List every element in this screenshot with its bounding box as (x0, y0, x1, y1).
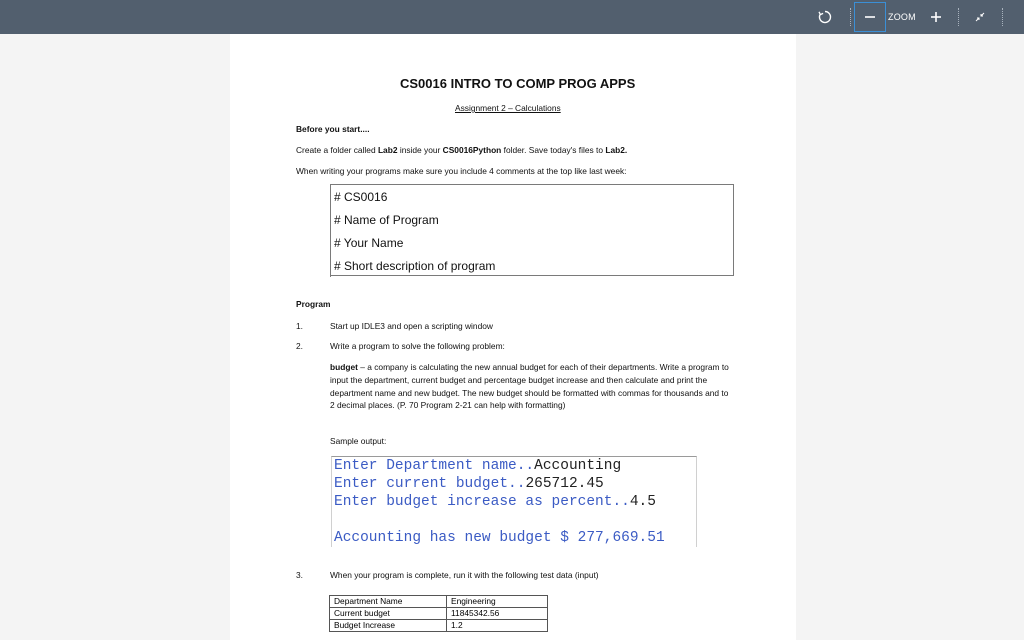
step-number: 3. (296, 570, 303, 580)
budget-description: – a company is calculating the new annual budget for each of their departments. Write a program to input the department, current budget and percentage budget increase and then calculate and print the department name and new budget. The new budget should be formatted with commas for thousands and to 2 decimal places. (P. 70 Program 2-21 can help with formatting) (330, 362, 729, 411)
left-gutter (0, 34, 230, 640)
plus-icon (930, 11, 942, 23)
table-row (330, 620, 548, 632)
zoom-out-button[interactable] (854, 2, 886, 32)
comment-line: # CS0016 (334, 190, 388, 204)
page-title: CS0016 INTRO TO COMP PROG APPS (400, 76, 636, 91)
writing-instructions: When writing your programs make sure you include 4 comments at the top like last week: (296, 166, 627, 176)
collapse-button[interactable] (968, 2, 992, 32)
step-text: When your program is complete, run it with the following test data (input) (330, 570, 599, 580)
refresh-button[interactable] (812, 2, 838, 32)
page-subtitle: Assignment 2 – Calculations (455, 103, 561, 113)
sample-result: Accounting has new budget $ 277,669.51 (334, 530, 665, 546)
comment-line: # Your Name (334, 236, 404, 250)
step-number: 2. (296, 341, 303, 351)
comments-box-left-border (330, 185, 331, 277)
sample-prompt: Enter current budget.. (334, 476, 526, 492)
right-gutter (796, 34, 1024, 640)
create-bold-lab2: Lab2 (377, 145, 398, 155)
before-heading: Before you start.... (296, 124, 370, 134)
sample-output-label: Sample output: (330, 436, 387, 446)
viewer-toolbar (0, 0, 1024, 34)
create-bold-folder: CS0016Python (442, 145, 502, 155)
table-cell: Engineering (447, 596, 548, 608)
table-row (330, 608, 548, 620)
comments-box (330, 184, 734, 276)
comment-line: # Short description of program (334, 259, 496, 273)
budget-term: budget (330, 362, 358, 372)
table-cell: Current budget (330, 608, 447, 620)
sample-value: 4.5 (629, 494, 656, 510)
minus-icon (855, 3, 885, 31)
comment-line: # Name of Program (334, 213, 439, 227)
program-heading: Program (296, 299, 331, 309)
test-data-table (329, 595, 548, 632)
sample-prompt: Enter budget increase as percent.. (334, 494, 630, 510)
refresh-icon (818, 10, 832, 24)
table-cell: Budget Increase (330, 620, 447, 632)
document-page (230, 34, 796, 640)
sample-value: Accounting (534, 458, 622, 474)
create-text-3: folder. Save today's files to (501, 145, 606, 155)
sample-value: 265712.45 (525, 476, 604, 492)
toolbar-separator (850, 8, 851, 26)
sample-line-3 (334, 494, 656, 510)
create-text-2: inside your (397, 145, 443, 155)
sample-line-1 (334, 458, 621, 474)
step-number: 1. (296, 321, 303, 331)
collapse-arrows-icon (974, 11, 986, 23)
zoom-in-button[interactable] (926, 2, 946, 32)
table-row (330, 596, 548, 608)
toolbar-separator (1002, 8, 1003, 26)
sample-line-2 (334, 476, 604, 492)
create-bold-lab2-end: Lab2. (605, 145, 628, 155)
budget-problem-paragraph (330, 361, 734, 412)
sample-output-box (331, 456, 697, 547)
toolbar-separator (958, 8, 959, 26)
create-folder-line (296, 145, 627, 155)
sample-prompt: Enter Department name.. (334, 458, 535, 474)
table-cell: 11845342.56 (447, 608, 548, 620)
zoom-label: ZOOM (888, 12, 916, 22)
table-cell: Department Name (330, 596, 447, 608)
table-cell: 1.2 (447, 620, 548, 632)
step-text: Start up IDLE3 and open a scripting window (330, 321, 493, 331)
step-text: Write a program to solve the following problem: (330, 341, 505, 351)
create-text-1: Create a folder called (296, 145, 378, 155)
